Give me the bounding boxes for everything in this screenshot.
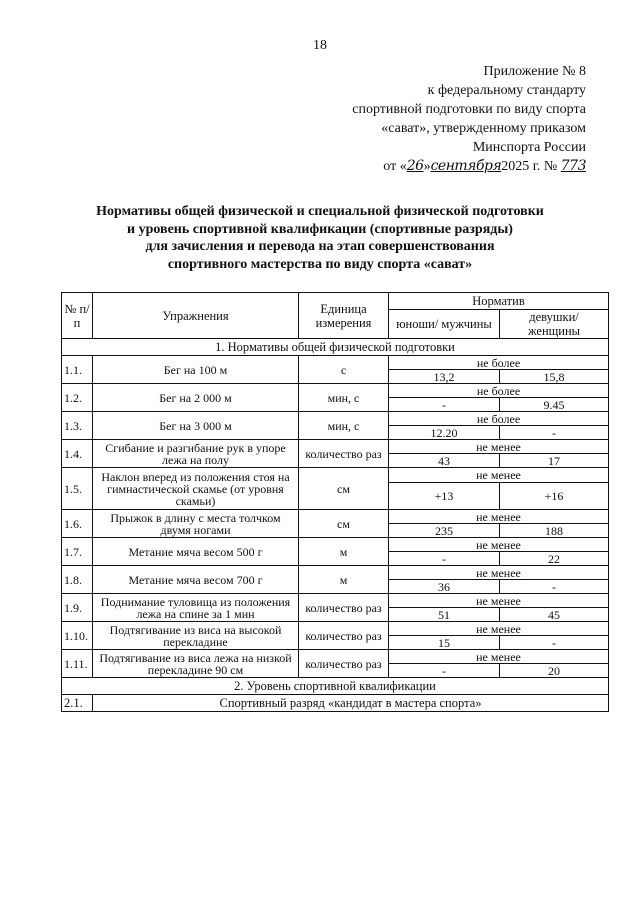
row-girls: +16 [500,483,609,510]
row-girls: 9.45 [500,398,609,412]
section-header: 2. Уровень спортивной квалификации [62,678,609,695]
row-exercise: Бег на 100 м [93,356,299,384]
header-boys: юноши/ мужчины [389,310,500,339]
order-prefix: от « [383,159,407,174]
row-boys: 12.20 [389,426,500,440]
row-unit: см [299,468,389,510]
row-boys: 13,2 [389,370,500,384]
row-exercise: Метание мяча весом 500 г [93,538,299,566]
row-condition: не менее [389,566,609,580]
page-number: 18 [313,38,327,53]
header-unit: Единица измерения [299,293,389,339]
title-line: для зачисления и перевода на этап совершенствования [145,239,495,254]
row-boys: 43 [389,454,500,468]
row-num: 1.10. [62,622,93,650]
title-line: спортивного мастерства по виду спорта «сават» [167,256,473,272]
row-unit: см [299,510,389,538]
row-unit: количество раз [299,650,389,678]
appendix-line: Минспорта России [472,140,586,155]
appendix-line: спортивной подготовки по виду спорта [352,102,586,117]
row-boys: 15 [389,636,500,650]
row-condition: не более [389,356,609,370]
row-boys: 36 [389,580,500,594]
row-girls: - [500,426,609,440]
order-year: 2025 г. № [501,159,558,174]
row-unit: мин, с [299,384,389,412]
row-boys: - [389,398,500,412]
order-line [352,157,586,176]
row-unit: количество раз [299,440,389,468]
row-girls: - [500,636,609,650]
row-girls: - [500,580,609,594]
row-num: 1.5. [62,468,93,510]
row-boys: - [389,552,500,566]
row-unit: м [299,538,389,566]
row-girls: 17 [500,454,609,468]
row-num: 1.3. [62,412,93,440]
row-exercise: Метание мяча весом 700 г [93,566,299,594]
row-num: 2.1. [62,695,93,712]
row-unit: с [299,356,389,384]
header-norm: Норматив [389,293,609,310]
row-condition: не более [389,412,609,426]
row-condition: не менее [389,538,609,552]
appendix-block [352,62,586,176]
row-num: 1.2. [62,384,93,412]
row-exercise: Прыжок в длину с места толчком двумя ногами [93,510,299,538]
header-exercise: Упражнения [93,293,299,339]
row-exercise: Бег на 3 000 м [93,412,299,440]
row-num: 1.11. [62,650,93,678]
document-title [0,203,640,273]
order-day: 26 [406,158,424,174]
row-num: 1.6. [62,510,93,538]
row-exercise: Подтягивание из виса лежа на низкой перекладине 90 см [93,650,299,678]
order-number: 773 [560,158,586,174]
row-girls: 15,8 [500,370,609,384]
row-condition: не менее [389,468,609,483]
row-girls: 45 [500,608,609,622]
row-unit: мин, с [299,412,389,440]
row-unit: количество раз [299,622,389,650]
row-exercise: Сгибание и разгибание рук в упоре лежа на полу [93,440,299,468]
row-exercise: Подтягивание из виса на высокой перекладине [93,622,299,650]
row-condition: не менее [389,594,609,608]
header-girls: девушки/ женщины [500,310,609,339]
row-condition: не менее [389,650,609,664]
row-girls: 188 [500,524,609,538]
appendix-line: Приложение № 8 [483,64,586,79]
row-unit: м [299,566,389,594]
row-exercise: Бег на 2 000 м [93,384,299,412]
norms-table [61,292,609,712]
row-exercise: Наклон вперед из положения стоя на гимнастической скамье (от уровня скамьи) [93,468,299,510]
row-condition: не более [389,384,609,398]
row-boys: - [389,664,500,678]
title-line: Нормативы общей физической и специальной физической подготовки [96,204,544,219]
row-qualification: Спортивный разряд «кандидат в мастера спорта» [93,695,609,712]
row-girls: 20 [500,664,609,678]
row-num: 1.9. [62,594,93,622]
order-mid: » [423,159,431,174]
row-num: 1.1. [62,356,93,384]
row-condition: не менее [389,440,609,454]
row-girls: 22 [500,552,609,566]
row-boys: 51 [389,608,500,622]
section-header: 1. Нормативы общей физической подготовки [62,339,609,356]
appendix-line: «сават», утвержденному приказом [381,121,586,136]
header-num: № п/п [62,293,93,339]
row-boys: 235 [389,524,500,538]
row-unit: количество раз [299,594,389,622]
title-line: и уровень спортивной квалификации (спортивные разряды) [127,221,513,237]
appendix-line: к федеральному стандарту [427,83,586,98]
row-boys: +13 [389,483,500,510]
row-num: 1.8. [62,566,93,594]
row-condition: не менее [389,510,609,524]
row-num: 1.4. [62,440,93,468]
row-exercise: Поднимание туловища из положения лежа на спине за 1 мин [93,594,299,622]
order-month: сентября [430,158,502,174]
row-num: 1.7. [62,538,93,566]
row-condition: не менее [389,622,609,636]
